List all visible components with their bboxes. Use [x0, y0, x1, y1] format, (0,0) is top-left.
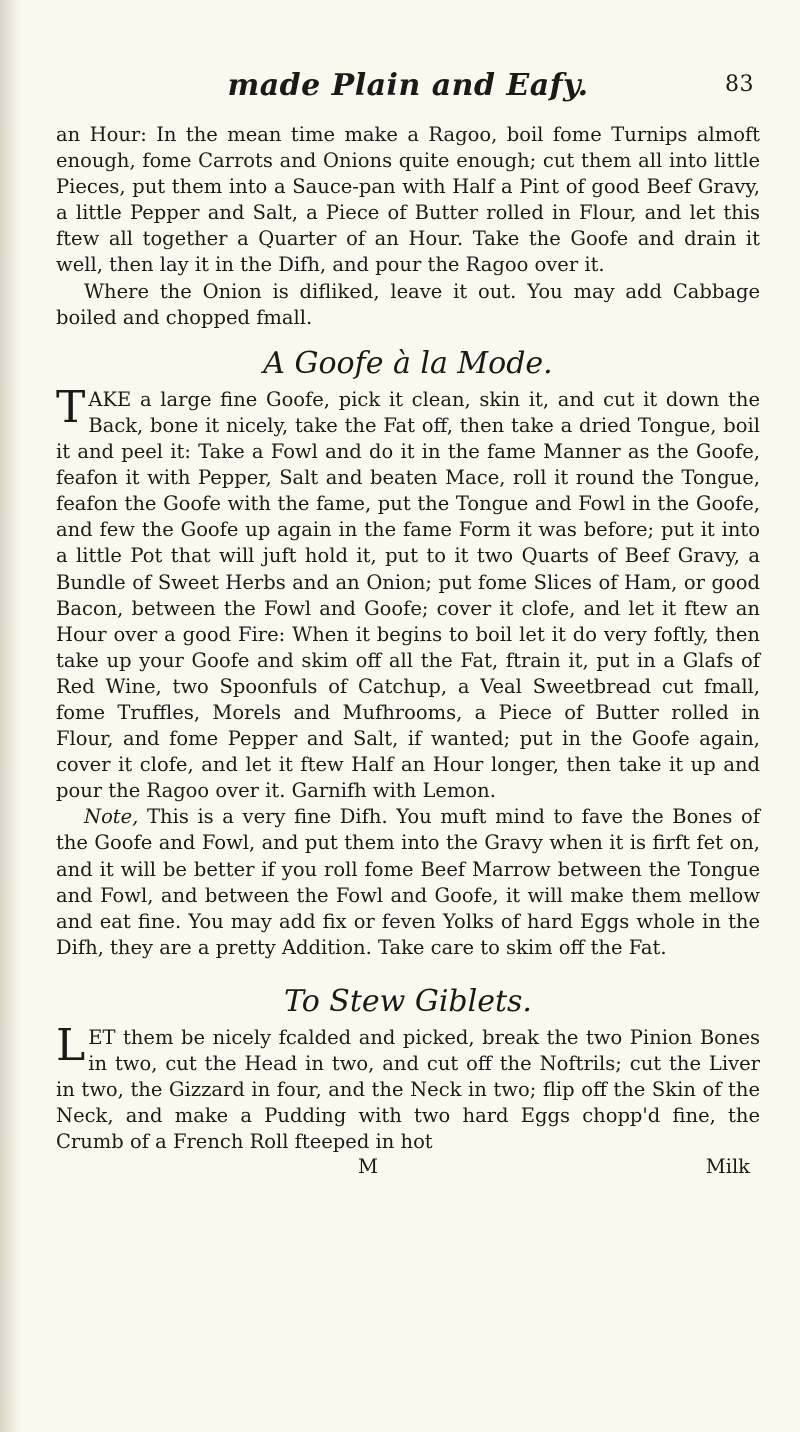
recipe-body-goose: [56, 381, 760, 805]
page-body: [56, 122, 760, 1155]
signature-mark: M: [358, 1155, 378, 1179]
running-head: [56, 68, 760, 108]
page-footer: [56, 1155, 760, 1183]
binding-shadow: [0, 0, 22, 1432]
page-number: 83: [725, 72, 754, 97]
drop-cap: L: [56, 1020, 86, 1071]
recipe-body-giblets: [56, 1020, 760, 1155]
running-title: made Plain and Eafy.: [227, 68, 589, 103]
note-label: Note,: [84, 805, 139, 829]
paragraph-continued: an Hour: In the mean time make a Ragoo, boil fome Turnips almoft enough, fome Carrots and Onions quite enough; cut them all into little Pieces, put them into a Sauce-pan with Half a Pint of good Beef Gravy, a little Pepper and Salt, a Piece of Butter rolled in Flour, and let this ftew all together a Quarter of an Hour. Take the Goofe and drain it well, then lay it in the Difh, and pour the Ragoo over it.: [56, 123, 760, 277]
paragraph-onion-note: Where the Onion is difliked, leave it out. You may add Cabbage boiled and chopped fmall.: [56, 279, 760, 329]
recipe-heading-goose: A Goofe à la Mode.: [263, 345, 553, 381]
recipe-heading-giblets: To Stew Giblets.: [284, 983, 532, 1019]
recipe-note: [56, 804, 760, 961]
recipe-text-goose: AKE a large fine Goofe, pick it clean, skin it, and cut it down the Back, bone it nicely, take the Fat off, then take a dried Tongue, boil it and peel it: Take a Fowl and do it in the fame Manner as the Goofe, feafon it with Pepper, Salt and beaten Mace, roll it round the Tongue, feafon the Goofe with the fame, put the Tongue and Fowl in the Goofe, and few the Goofe up again in the fame Form it was before; put it into a little Pot that will juft hold it, put to it two Quarts of Beef Gravy, a Bundle of Sweet Herbs and an Onion; put fome Slices of Ham, or good Bacon, between the Fowl and Goofe; cover it clofe, and let it ftew an Hour over a good Fire: When it begins to boil let it do very foftly, then take up your Goofe and skim off all the Fat, ftrain it, put in a Glafs of Red Wine, two Spoonfuls of Catchup, a Veal Sweetbread cut fmall, fome Truffles, Morels and Mufhrooms, a Piece of Butter rolled in Flour, and fome Pepper and Salt, if wanted; put in the Goofe again, cover it clofe, and let it ftew Half an Hour longer, then take it up and pour the Ragoo over it. Garnifh with Lemon.: [56, 387, 760, 803]
note-text: This is a very fine Difh. You muft mind to fave the Bones of the Goofe and Fowl, and put them into the Gravy when it is firft fet on, and it will be better if you roll fome Beef Marrow between the Tongue and Fowl, and between the Fowl and Goofe, it will make them mellow and eat fine. You may add fix or feven Yolks of hard Eggs whole in the Difh, they are a pretty Addition. Take care to skim off the Fat.: [56, 805, 760, 959]
catchword: Milk: [705, 1155, 750, 1179]
drop-cap: T: [56, 381, 86, 433]
recipe-text-giblets: ET them be nicely fcalded and picked, break the two Pinion Bones in two, cut the Head in two, and cut off the Noftrils; cut the Liver in two, the Gizzard in four, and the Neck in two; flip off the Skin of the Neck, and make a Pudding with two hard Eggs chopp'd fine, the Crumb of a French Roll fteeped in hot: [56, 1026, 760, 1154]
